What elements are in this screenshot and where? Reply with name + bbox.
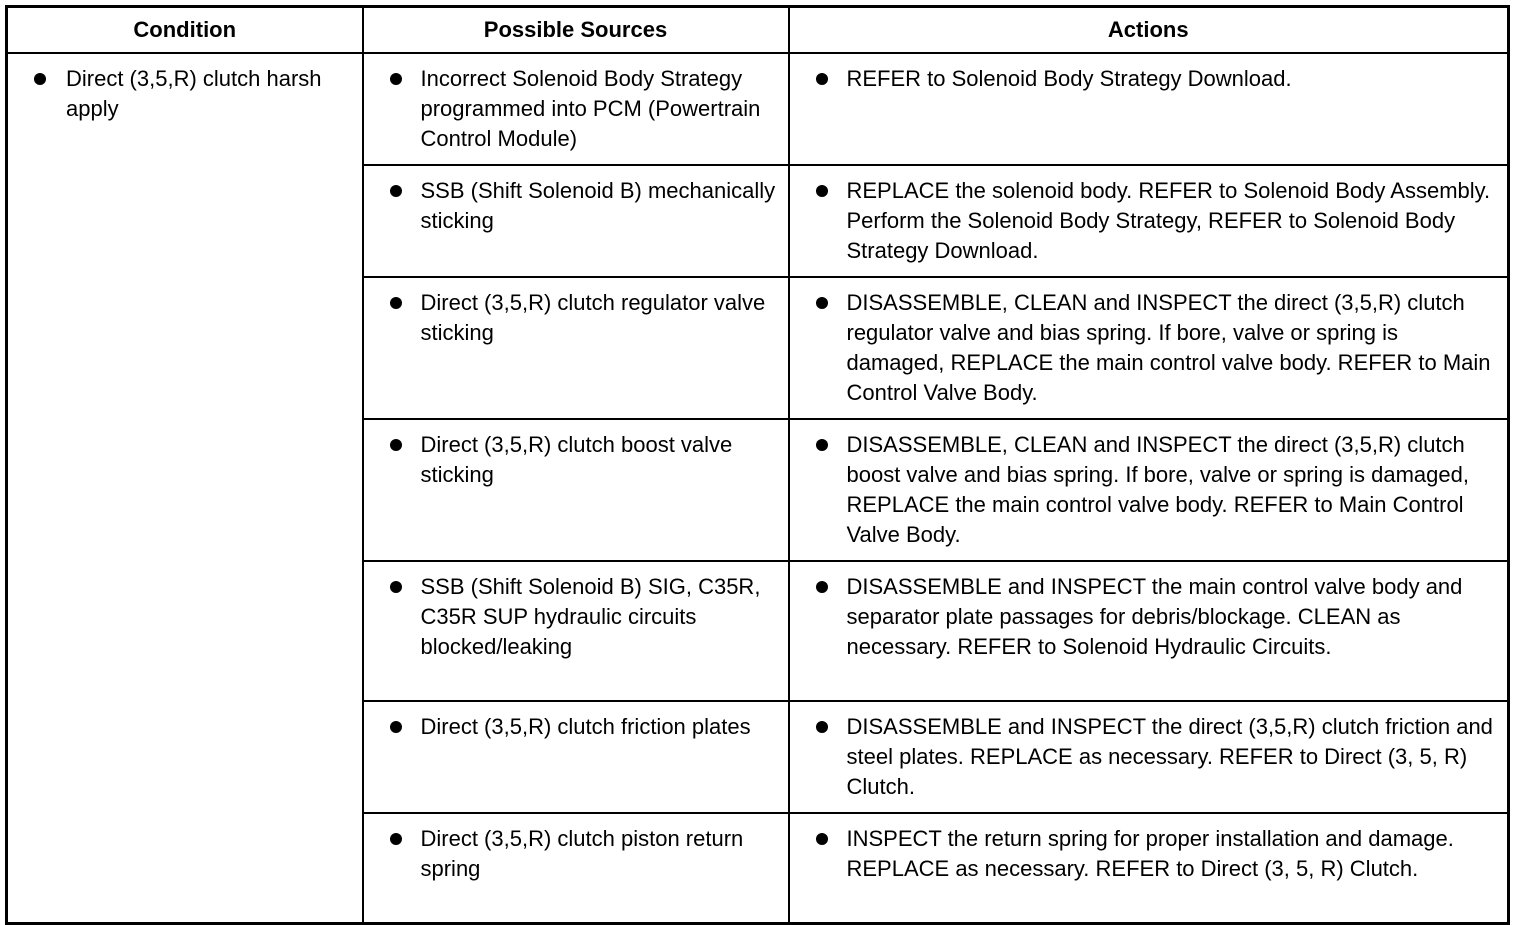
bullet-icon bbox=[816, 721, 828, 733]
action-cell bbox=[789, 701, 1509, 813]
source-cell bbox=[363, 561, 789, 701]
header-row bbox=[7, 7, 1509, 54]
source-item bbox=[364, 712, 782, 742]
bullet-icon bbox=[390, 581, 402, 593]
source-cell bbox=[363, 165, 789, 277]
header-actions: Actions bbox=[789, 7, 1509, 54]
action-cell bbox=[789, 53, 1509, 165]
source-text: SSB (Shift Solenoid B) SIG, C35R, C35R SUP hydraulic circuits blocked/leaking bbox=[420, 574, 761, 659]
bullet-icon bbox=[390, 833, 402, 845]
condition-text: Direct (3,5,R) clutch harsh apply bbox=[66, 66, 322, 121]
action-item bbox=[790, 712, 1502, 802]
action-text: DISASSEMBLE and INSPECT the direct (3,5,R) clutch friction and steel plates. REPLACE as necessary. REFER to Direct (3, 5, R) Clutch. bbox=[846, 714, 1493, 799]
condition-item bbox=[8, 64, 356, 124]
bullet-icon bbox=[816, 73, 828, 85]
source-cell bbox=[363, 277, 789, 419]
bullet-icon bbox=[816, 185, 828, 197]
action-text: INSPECT the return spring for proper installation and damage. REPLACE as necessary. REFER to Direct (3, 5, R) Clutch. bbox=[846, 826, 1454, 881]
bullet-icon bbox=[390, 721, 402, 733]
source-text: Direct (3,5,R) clutch piston return spring bbox=[420, 826, 744, 881]
source-text: Direct (3,5,R) clutch friction plates bbox=[420, 714, 751, 739]
action-text: DISASSEMBLE, CLEAN and INSPECT the direct (3,5,R) clutch regulator valve and bias spring. If bore, valve or spring is damaged, REPLACE the main control valve body. REFER to Main Control Valve Body. bbox=[846, 290, 1491, 405]
bullet-icon bbox=[34, 73, 46, 85]
action-text: DISASSEMBLE and INSPECT the main control valve body and separator plate passages for debris/blockage. CLEAN as necessary. REFER to Solenoid Hydraulic Circuits. bbox=[846, 574, 1463, 659]
action-cell bbox=[789, 165, 1509, 277]
action-text: REFER to Solenoid Body Strategy Download. bbox=[846, 66, 1292, 91]
source-text: Incorrect Solenoid Body Strategy programmed into PCM (Powertrain Control Module) bbox=[420, 66, 761, 151]
bullet-icon bbox=[816, 439, 828, 451]
source-text: Direct (3,5,R) clutch regulator valve sticking bbox=[420, 290, 766, 345]
action-item bbox=[790, 64, 1502, 94]
source-item bbox=[364, 430, 782, 490]
source-item bbox=[364, 64, 782, 154]
source-cell bbox=[363, 701, 789, 813]
bullet-icon bbox=[816, 297, 828, 309]
condition-cell bbox=[7, 53, 363, 924]
header-possible-sources: Possible Sources bbox=[363, 7, 789, 54]
bullet-icon bbox=[390, 73, 402, 85]
bullet-icon bbox=[816, 581, 828, 593]
action-cell bbox=[789, 561, 1509, 701]
source-cell bbox=[363, 53, 789, 165]
source-item bbox=[364, 176, 782, 236]
action-cell bbox=[789, 277, 1509, 419]
source-item bbox=[364, 824, 782, 884]
diagnostic-table bbox=[5, 5, 1510, 925]
source-text: SSB (Shift Solenoid B) mechanically sticking bbox=[420, 178, 776, 233]
source-cell bbox=[363, 813, 789, 924]
source-item bbox=[364, 572, 782, 662]
bullet-icon bbox=[390, 297, 402, 309]
action-cell bbox=[789, 813, 1509, 924]
action-item bbox=[790, 288, 1502, 408]
header-condition: Condition bbox=[7, 7, 363, 54]
bullet-icon bbox=[390, 185, 402, 197]
action-item bbox=[790, 176, 1502, 266]
action-text: REPLACE the solenoid body. REFER to Solenoid Body Assembly. Perform the Solenoid Body Strategy, REFER to Solenoid Body Strategy Download. bbox=[846, 178, 1491, 263]
source-text: Direct (3,5,R) clutch boost valve sticking bbox=[420, 432, 733, 487]
action-item bbox=[790, 824, 1502, 884]
source-cell bbox=[363, 419, 789, 561]
bullet-icon bbox=[390, 439, 402, 451]
bullet-icon bbox=[816, 833, 828, 845]
action-item bbox=[790, 572, 1502, 662]
action-text: DISASSEMBLE, CLEAN and INSPECT the direct (3,5,R) clutch boost valve and bias spring. If bore, valve or spring is damaged, REPLACE the main control valve body. REFER to Main Control Valve Body. bbox=[846, 432, 1469, 547]
action-cell bbox=[789, 419, 1509, 561]
source-item bbox=[364, 288, 782, 348]
action-item bbox=[790, 430, 1502, 550]
table-row bbox=[7, 53, 1509, 165]
